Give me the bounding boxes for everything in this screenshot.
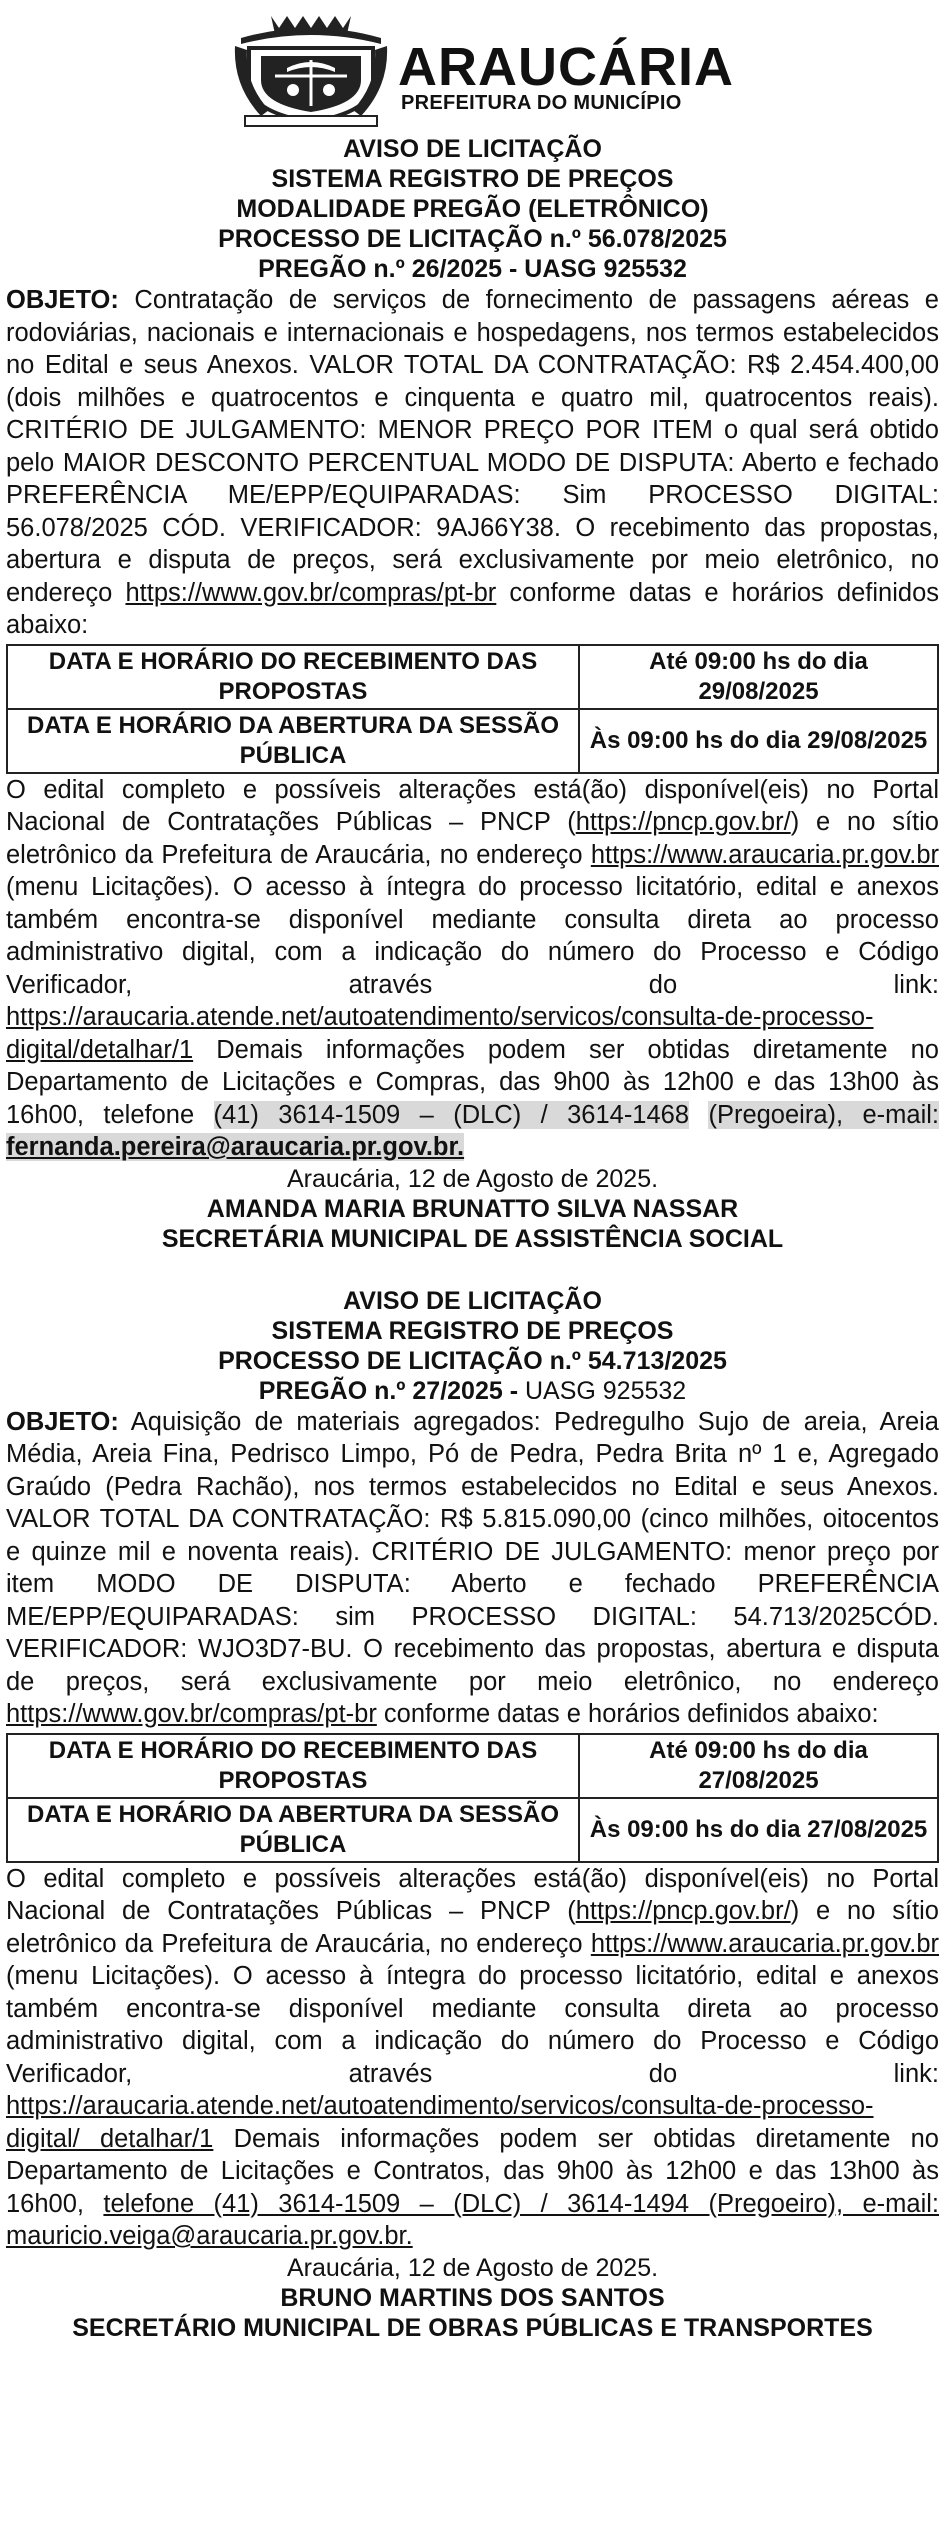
notice-pregao-number: PREGÃO n.º 26/2025 - UASG 925532 bbox=[258, 255, 687, 283]
pncp-link[interactable]: https://pncp.gov.br/ bbox=[575, 808, 791, 836]
object-paragraph bbox=[6, 1406, 939, 1731]
schedule-label: DATA E HORÁRIO DO RECEBIMENTO DAS PROPOSTAS bbox=[7, 1734, 579, 1798]
schedule-value: Às 09:00 hs do dia 27/08/2025 bbox=[579, 1798, 938, 1862]
signer-name: AMANDA MARIA BRUNATTO SILVA NASSAR bbox=[206, 1194, 739, 1223]
edital-paragraph bbox=[6, 1863, 939, 2253]
edital-text: (menu Licitações). O acesso à íntegra do processo licitatório, edital e anexos também encontra-se disponível mediante consulta direta ao processo administrativo digital, com a indicação do número do Processo e Código Verificador, através do link: bbox=[6, 1962, 939, 2088]
signer-name: BRUNO MARTINS DOS SANTOS bbox=[280, 2283, 665, 2312]
uasg-code: UASG 925532 bbox=[524, 1376, 687, 1405]
notice-process-number: PROCESSO DE LICITAÇÃO n.º 54.713/2025 bbox=[218, 1346, 727, 1375]
email-link[interactable]: fernanda.pereira@araucaria.pr.gov.br. bbox=[6, 1133, 465, 1161]
compras-link[interactable]: https://www.gov.br/compras/pt-br bbox=[6, 1700, 377, 1728]
site-link[interactable]: https://www.araucaria.pr.gov.br bbox=[590, 840, 939, 869]
edital-text: ) e no sítio eletrônico da Prefeitura de Araucária, no endereço bbox=[6, 808, 939, 869]
edital-text: Demais informações podem ser obtidas diretamente no Departamento de Licitações e Compras, das 9h00 às 12h00 e das 13h00 às 16h00, telefone bbox=[6, 1035, 939, 1129]
signer-role: SECRETÁRIO MUNICIPAL DE OBRAS PÚBLICAS E TRANSPORTES bbox=[72, 2313, 873, 2342]
schedule-label: DATA E HORÁRIO DO RECEBIMENTO DAS PROPOSTAS bbox=[7, 645, 579, 709]
after-link-text: conforme datas e horários definidos abaixo: bbox=[376, 1700, 879, 1728]
phone-number: (41) 3614-1509 – (DLC) / 3614-1468 bbox=[213, 1100, 690, 1129]
notice-subtitle: SISTEMA REGISTRO DE PREÇOS bbox=[271, 165, 674, 193]
table-row bbox=[7, 645, 938, 709]
pregao-label: PREGÃO n.º 27/2025 - bbox=[258, 1376, 525, 1405]
object-label: OBJETO: bbox=[6, 286, 119, 314]
edital-text: Demais informações podem ser obtidas diretamente no Departamento de Licitações e Contratos, das 9h00 às 12h00 e das 13h00 às 16h00, bbox=[6, 2124, 939, 2218]
header bbox=[6, 6, 939, 134]
edital-paragraph bbox=[6, 774, 939, 1164]
schedule-table bbox=[6, 1733, 939, 1863]
notice-title: AVISO DE LICITAÇÃO bbox=[343, 1286, 602, 1315]
phone-email[interactable]: telefone (41) 3614-1509 – (DLC) / 3614-1494 (Pregoeiro), e-mail: mauricio.veiga@araucaria.pr.gov.br. bbox=[6, 2189, 939, 2250]
schedule-value: Até 09:00 hs do dia 29/08/2025 bbox=[579, 645, 938, 709]
notice-separator bbox=[6, 1254, 939, 1286]
schedule-table bbox=[6, 644, 939, 774]
notice-2 bbox=[6, 1286, 939, 2343]
pncp-link[interactable]: https://pncp.gov.br/ bbox=[575, 1897, 791, 1925]
notice-pregao-number bbox=[6, 1376, 939, 1406]
schedule-label: DATA E HORÁRIO DA ABERTURA DA SESSÃO PÚBLICA bbox=[7, 709, 579, 773]
table-row bbox=[7, 1798, 938, 1862]
date-line: Araucária, 12 de Agosto de 2025. bbox=[286, 1164, 659, 1193]
edital-text: O edital completo e possíveis alterações está(ão) disponível(eis) no Portal Nacional de Contratações Públicas – PNCP ( bbox=[6, 1864, 939, 1925]
schedule-value: Às 09:00 hs do dia 29/08/2025 bbox=[579, 709, 938, 773]
notice-process-number: PROCESSO DE LICITAÇÃO n.º 56.078/2025 bbox=[218, 225, 727, 253]
object-text: Contratação de serviços de fornecimento de passagens aéreas e rodoviárias, nacionais e internacionais e hospedagens, nos termos estabelecidos no Edital e seus Anexos. VALOR TOTAL DA CONTRATAÇÃO: R$ 2.454.400,00 (dois milhões e quatrocentos e cinquenta e quatro mil, quatrocentos reais). CRITÉRIO DE JULGAMENTO: MENOR PREÇO POR ITEM o qual será obtido pelo MAIOR DESCONTO PERCENTUAL MODO DE DISPUTA: Aberto e fechado PREFERÊNCIA ME/EPP/EQUIPARADAS: Sim PROCESSO DIGITAL: 56.078/2025 CÓD. VERIFICADOR: 9AJ66Y38. O recebimento das propostas, abertura e disputa de preços, será exclusivamente por meio eletrônico, no endereço bbox=[6, 286, 939, 607]
edital-text: (menu Licitações). O acesso à íntegra do processo licitatório, edital e anexos também encontra-se disponível mediante consulta direta ao processo administrativo digital, com a indicação do número do Processo e Código Verificador, através do link: bbox=[6, 873, 939, 999]
date-line: Araucária, 12 de Agosto de 2025. bbox=[286, 2253, 659, 2282]
compras-link[interactable]: https://www.gov.br/compras/pt-br bbox=[125, 578, 497, 607]
atende-link[interactable]: https://araucaria.atende.net/autoatendimento/servicos/consulta-de-processo-digital/detalhar/1 bbox=[6, 1003, 874, 1064]
schedule-value: Até 09:00 hs do dia 27/08/2025 bbox=[579, 1734, 938, 1798]
notice-title: AVISO DE LICITAÇÃO bbox=[343, 135, 602, 163]
email-label: (Pregoeira), e-mail: bbox=[708, 1100, 939, 1129]
site-link[interactable]: https://www.araucaria.pr.gov.br bbox=[590, 1929, 939, 1958]
after-link-text: conforme datas e horários definidos abaixo: bbox=[6, 578, 940, 639]
notice-subtitle: SISTEMA REGISTRO DE PREÇOS bbox=[271, 1316, 674, 1345]
object-paragraph bbox=[6, 284, 939, 642]
municipal-crest-icon bbox=[231, 16, 391, 128]
brand-subtitle: PREFEITURA DO MUNICÍPIO bbox=[401, 92, 682, 114]
brand-name: ARAUCÁRIA bbox=[398, 37, 734, 97]
atende-link[interactable]: https://araucaria.atende.net/autoatendimento/servicos/consulta-de-processo-digital/ detalhar/1 bbox=[6, 2092, 874, 2153]
table-row bbox=[7, 1734, 938, 1798]
notice-modality: MODALIDADE PREGÃO (ELETRÔNICO) bbox=[236, 195, 709, 223]
edital-text: O edital completo e possíveis alterações está(ão) disponível(eis) no Portal Nacional de Contratações Públicas – PNCP ( bbox=[6, 775, 939, 836]
object-label: OBJETO: bbox=[6, 1407, 119, 1436]
schedule-label: DATA E HORÁRIO DA ABERTURA DA SESSÃO PÚBLICA bbox=[7, 1798, 579, 1862]
table-row bbox=[7, 709, 938, 773]
edital-text: ) e no sítio eletrônico da Prefeitura de Araucária, no endereço bbox=[6, 1897, 939, 1958]
object-text: Aquisição de materiais agregados: Pedregulho Sujo de areia, Areia Média, Areia Fina, Pedrisco Limpo, Pó de Pedra, Pedra Brita nº 1 e, Agregado Graúdo (Pedra Rachão), nos termos estabelecidos no Edital e seus Anexos. VALOR TOTAL DA CONTRATAÇÃO: R$ 5.815.090,00 (cinco milhões, oitocentos e quinze mil e noventa reais). CRITÉRIO DE JULGAMENTO: menor preço por item MODO DE DISPUTA: Aberto e fechado PREFERÊNCIA ME/EPP/EQUIPARADAS: sim PROCESSO DIGITAL: 54.713/2025CÓD. VERIFICADOR: WJO3D7-BU. O recebimento das propostas, abertura e disputa de preços, será exclusivamente por meio eletrônico, no endereço bbox=[6, 1407, 939, 1696]
brand bbox=[398, 37, 734, 114]
notice-1 bbox=[6, 134, 939, 1254]
signer-role: SECRETÁRIA MUNICIPAL DE ASSISTÊNCIA SOCIAL bbox=[161, 1224, 784, 1253]
